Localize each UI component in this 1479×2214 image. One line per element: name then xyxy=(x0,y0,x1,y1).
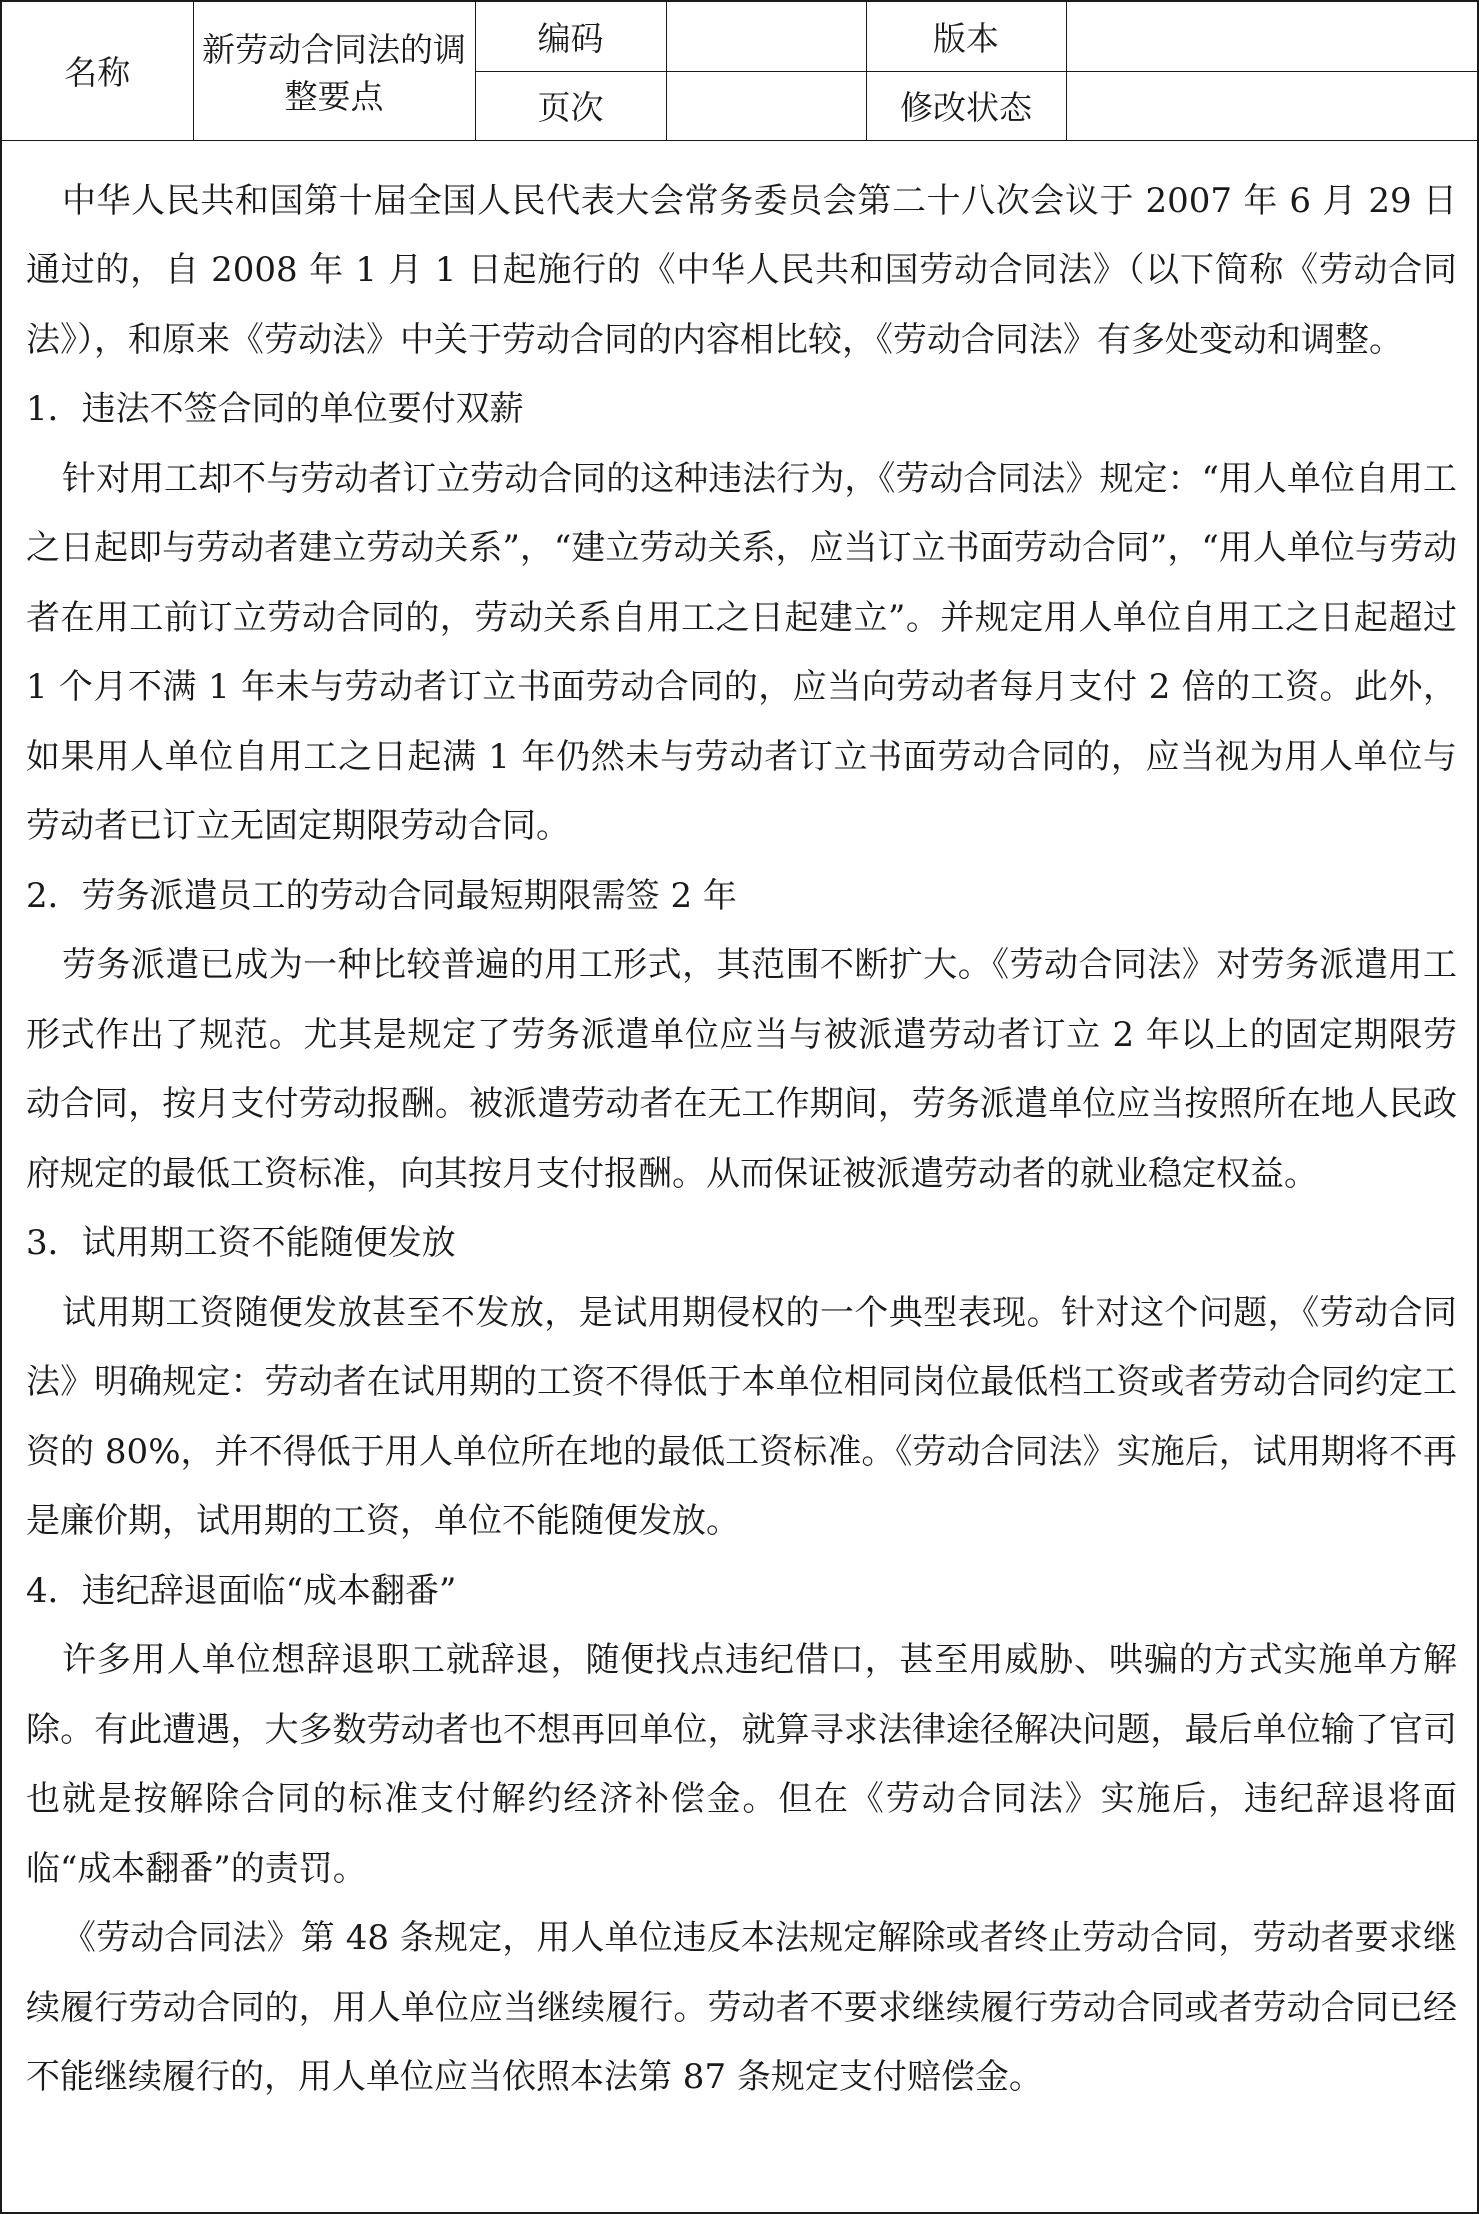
version-value xyxy=(1066,2,1477,71)
version-label: 版本 xyxy=(866,2,1066,71)
page-label: 页次 xyxy=(475,71,666,140)
section-paragraph: 《劳动合同法》第 48 条规定，用人单位违反本法规定解除或者终止劳动合同，劳动者要求继续履行劳动合同的，用人单位应当继续履行。劳动者不要求继续履行劳动合同或者劳动合同已经不能继续履行的，用人单位应当依照本法第 87 条规定支付赔偿金。 xyxy=(26,1918,1457,2097)
document-header-table xyxy=(2,2,1477,141)
intro-paragraph: 中华人民共和国第十届全国人民代表大会常务委员会第二十八次会议于 2007 年 6 月 29 日通过的，自 2008 年 1 月 1 日起施行的《中华人民共和国劳动合同法》（以下简称《劳动合同法》），和原来《劳动法》中关于劳动合同的内容相比较，《劳动合同法》有多处变动和调整。 xyxy=(26,180,1457,360)
section-paragraph: 针对用工却不与劳动者订立劳动合同的这种违法行为，《劳动合同法》规定：“用人单位自用工之日起即与劳动者建立劳动关系”，“建立劳动关系，应当订立书面劳动合同”，“用人单位与劳动者在用工前订立劳动合同的，劳动关系自用工之日起建立”。并规定用人单位自用工之日起超过 1 个月不满 1 年未与劳动者订立书面劳动合同的，应当向劳动者每月支付 2 倍的工资。此外，如果用人单位自用工之日起满 1 年仍然未与劳动者订立书面劳动合同的，应当视为用人单位与劳动者已订立无固定期限劳动合同。 xyxy=(26,458,1457,846)
section-paragraph: 劳务派遣已成为一种比较普遍的用工形式，其范围不断扩大。《劳动合同法》对劳务派遣用工形式作出了规范。尤其是规定了劳务派遣单位应当与被派遣劳动者订立 2 年以上的固定期限劳动合同，按月支付劳动报酬。被派遣劳动者在无工作期间，劳务派遣单位应当按照所在地人民政府规定的最低工资标准，向其按月支付报酬。从而保证被派遣劳动者的就业稳定权益。 xyxy=(26,945,1457,1194)
revision-label: 修改状态 xyxy=(866,71,1066,140)
section-paragraph: 试用期工资随便发放甚至不发放，是试用期侵权的一个典型表现。针对这个问题，《劳动合同法》明确规定：劳动者在试用期的工资不得低于本单位相同岗位最低档工资或者劳动合同约定工资的 80%，并不得低于用人单位所在地的最低工资标准。《劳动合同法》实施后，试用期将不再是廉价期，试用期的工资，单位不能随便发放。 xyxy=(26,1292,1457,1541)
name-value: 新劳动合同法的调整要点 xyxy=(193,2,475,140)
section-heading: 1．违法不签合同的单位要付双薪 xyxy=(26,389,524,429)
revision-value xyxy=(1066,71,1477,140)
section-heading: 2．劳务派遣员工的劳动合同最短期限需签 2 年 xyxy=(26,875,737,916)
section-heading: 3．试用期工资不能随便发放 xyxy=(26,1223,456,1263)
section-heading: 4．违纪辞退面临“成本翻番” xyxy=(26,1570,457,1611)
document-body xyxy=(2,140,1477,2113)
page-value xyxy=(666,71,866,140)
code-label: 编码 xyxy=(475,2,666,71)
section-paragraph: 许多用人单位想辞退职工就辞退，随便找点违纪借口，甚至用威胁、哄骗的方式实施单方解除。有此遭遇，大多数劳动者也不想再回单位，就算寻求法律途径解决问题，最后单位输了官司也就是按解除合同的标准支付解约经济补偿金。但在《劳动合同法》实施后，违纪辞退将面临“成本翻番”的责罚。 xyxy=(26,1640,1457,1889)
name-label: 名称 xyxy=(2,2,193,140)
code-value xyxy=(666,2,866,71)
